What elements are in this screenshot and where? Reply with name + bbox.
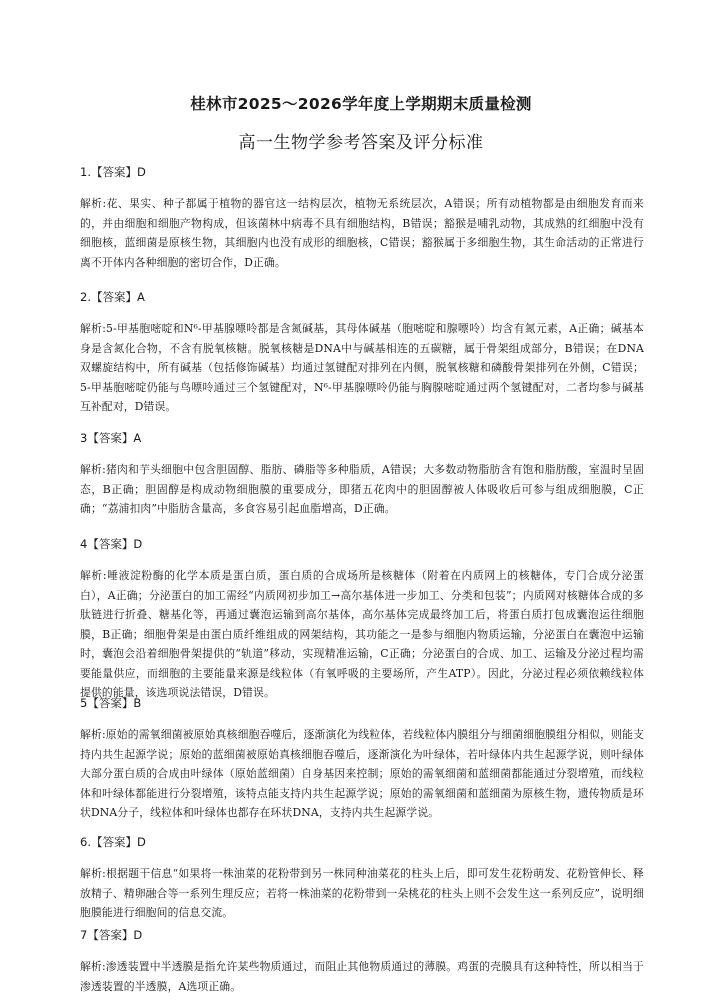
answer-label: 5【答案】B xyxy=(80,696,142,710)
document-subtitle: 高一生物学参考答案及评分标准 xyxy=(238,133,484,153)
question-5 xyxy=(80,695,644,823)
answer-label: 4【答案】D xyxy=(80,537,143,551)
answer-label: 3【答案】A xyxy=(80,431,142,445)
document-title: 桂林市2025～2026学年度上学期期末质量检测 xyxy=(190,95,532,113)
explanation-text: 解析:原始的需氧细菌被原始真核细胞吞噬后，逐渐演化为线粒体，若线粒体内膜组分与细菌细胞膜组分相似，则能支持内共生起源学说；原始的蓝细菌被原始真核细胞吞噬后，逐渐演化为叶绿体，若叶绿体内共生起源学说，则叶绿体大部分蛋白质的合成由叶绿体（原始蓝细菌）自身基因来控制；原始的需氧细菌和蓝细菌都能通过分裂增殖，而线粒体和叶绿体都能进行分裂增殖，该特点能支持内共生起源学说；原始的需氧细菌和蓝细菌为原核生物，遗传物质是环状DNA分子，线粒体和叶绿体也都存在环状DNA，支持内共生起源学说。 xyxy=(80,728,644,819)
question-6 xyxy=(80,834,644,923)
explanation-text: 解析:根据题干信息“如果将一株油菜的花粉带到另一株同种油菜花的柱头上后，即可发生花粉萌发、花粉管伸长、释放精子、精卵融合等一系列生理反应；若将一株油菜的花粉带到一朵桃花的柱头上则不会发生这一系列反应”，说明细胞膜能进行细胞间的信息交流。 xyxy=(80,867,644,919)
question-1 xyxy=(80,164,644,272)
explanation-text: 解析:花、果实、种子都属于植物的器官这一结构层次，植物无系统层次，A错误；所有动植物都是由细胞发育而来的，并由细胞和细胞产物构成，但该菌林中病毒不具有细胞结构，B错误；豁猴是哺乳动物，其成熟的红细胞中没有细胞核，蓝细菌是原核生物，其细胞内也没有成形的细胞核，C错误；豁猴属于多细胞生物，其生命活动的正常进行离不开体内各种细胞的密切合作，D正确。 xyxy=(80,197,644,269)
explanation-text: 解析:5-甲基胞嘧啶和N⁶-甲基腺嘌呤都是含氮碱基，其母体碱基（胞嘧啶和腺嘌呤）均含有氮元素，A正确；碱基本身是含氮化合物，不含有脱氧核糖。脱氧核糖是DNA中与碱基相连的五碳糖，属于骨架组成部分，B错误；在DNA双螺旋结构中，所有碱基（包括修饰碱基）均通过氢键配对排列在内侧，脱氧核糖和磷酸骨架排列在外侧，C错误；5-甲基胞嘧啶仍能与鸟嘌呤通过三个氢键配对，N⁶-甲基腺嘌呤仍能与胸腺嘧啶通过两个氢键配对，二者均参与碱基互补配对，D错误。 xyxy=(80,322,644,413)
answer-label: 7【答案】D xyxy=(80,928,143,942)
question-7 xyxy=(80,927,644,996)
question-2 xyxy=(80,289,644,417)
answer-label: 2.【答案】A xyxy=(80,290,145,304)
explanation-text: 解析:猪肉和芋头细胞中包含胆固醇、脂肪、磷脂等多种脂质，A错误；大多数动物脂肪含有饱和脂肪酸，室温时呈固态，B正确；胆固醇是构成动物细胞膜的重要成分，即猪五花肉中的胆固醇被人体吸收后可参与组成细胞膜，C正确；“荔浦扣肉”中脂肪含量高，多食容易引起血脂增高，D正确。 xyxy=(80,463,644,515)
answer-label: 1.【答案】D xyxy=(80,165,146,179)
question-3 xyxy=(80,430,644,519)
explanation-text: 解析:唾液淀粉酶的化学本质是蛋白质，蛋白质的合成场所是核糖体（附着在内质网上的核糖体，专门合成分泌蛋白），A正确；分泌蛋白的加工需经“内质网初步加工→高尔基体进一步加工、分类和包装”；内质网对核糖体合成的多肽链进行折叠、糖基化等，再通过囊泡运输到高尔基体，高尔基体完成最终加工后，将蛋白质打包成囊泡运往细胞膜，B正确；细胞骨架是由蛋白质纤维组成的网架结构，其功能之一是参与细胞内物质运输，分泌蛋白在囊泡中运输时，囊泡会沿着细胞骨架提供的“轨道”移动，实现精准运输，C正确；分泌蛋白的合成、加工、运输及分泌过程均需要能量供应，而细胞的主要能量来源是线粒体（有氧呼吸的主要场所，产生ATP）。因此，分泌过程必须依赖线粒体提供的能量，该选项说法错误，D错误。 xyxy=(80,569,644,699)
answer-label: 6.【答案】D xyxy=(80,835,146,849)
explanation-text: 解析:渗透装置中半透膜是指允许某些物质通过，而阻止其他物质通过的薄膜。鸡蛋的壳膜具有这种特性，所以相当于渗透装置的半透膜，A选项正确。 xyxy=(80,960,644,993)
question-4 xyxy=(80,536,644,703)
